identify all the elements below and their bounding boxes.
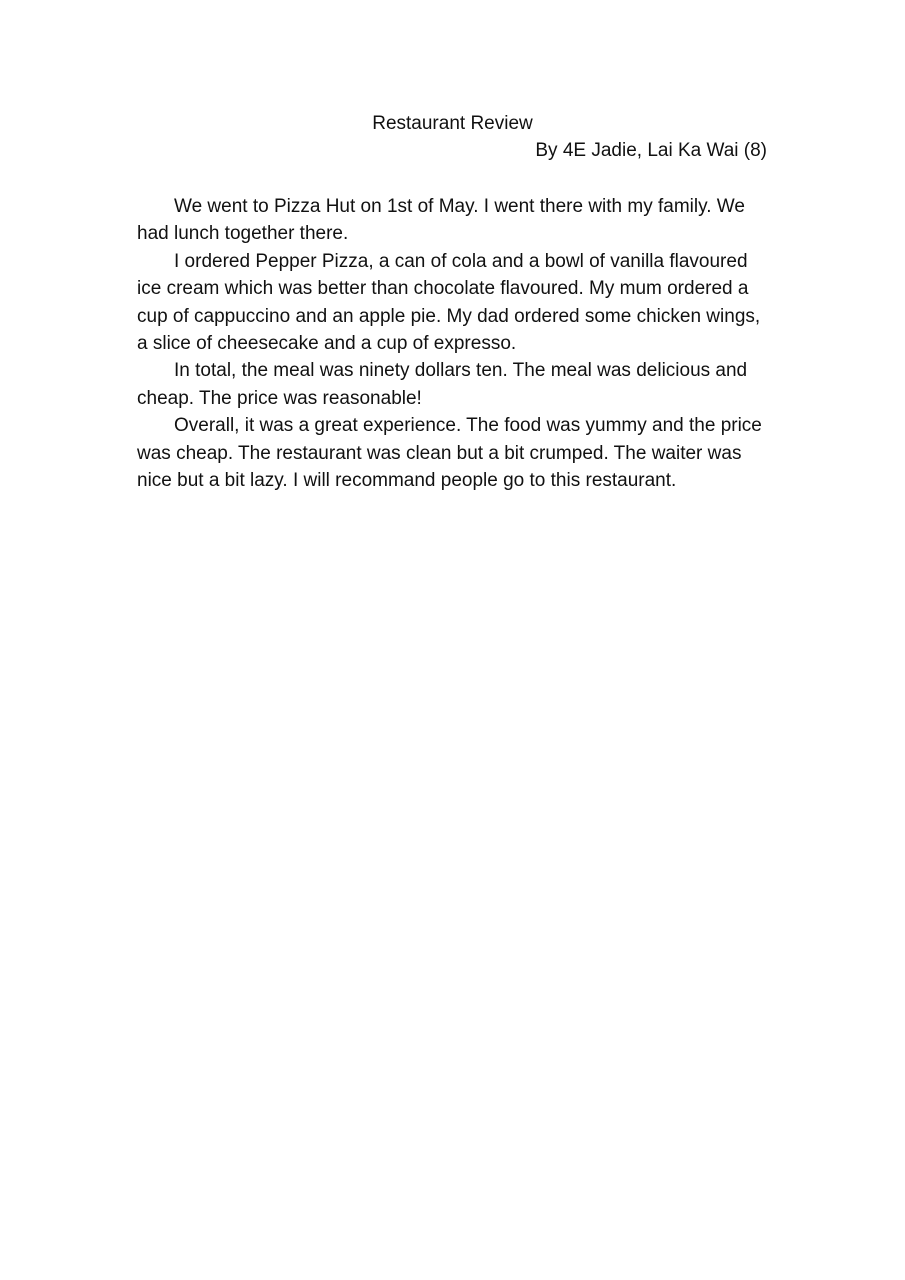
author-byline: By 4E Jadie, Lai Ka Wai (8) — [535, 140, 767, 161]
review-body — [137, 193, 769, 494]
paragraph-orders: I ordered Pepper Pizza, a can of cola and a bowl of vanilla flavoured ice cream which was better than chocolate flavoured. My mum ordered a cup of cappuccino and an apple pie. My dad ordered some chicken wings, a slice of cheesecake and a cup of expresso. — [137, 250, 761, 355]
document-title: Restaurant Review — [372, 113, 533, 134]
paragraph-overall: Overall, it was a great experience. The food was yummy and the price was cheap. The restaurant was clean but a bit crumped. The waiter was nice but a bit lazy. I will recommand people go to this restaurant. — [137, 415, 762, 492]
paragraph-price: In total, the meal was ninety dollars ten. The meal was delicious and cheap. The price was reasonable! — [137, 360, 748, 409]
paragraph-visit: We went to Pizza Hut on 1st of May. I went there with my family. We had lunch together there. — [137, 196, 745, 245]
